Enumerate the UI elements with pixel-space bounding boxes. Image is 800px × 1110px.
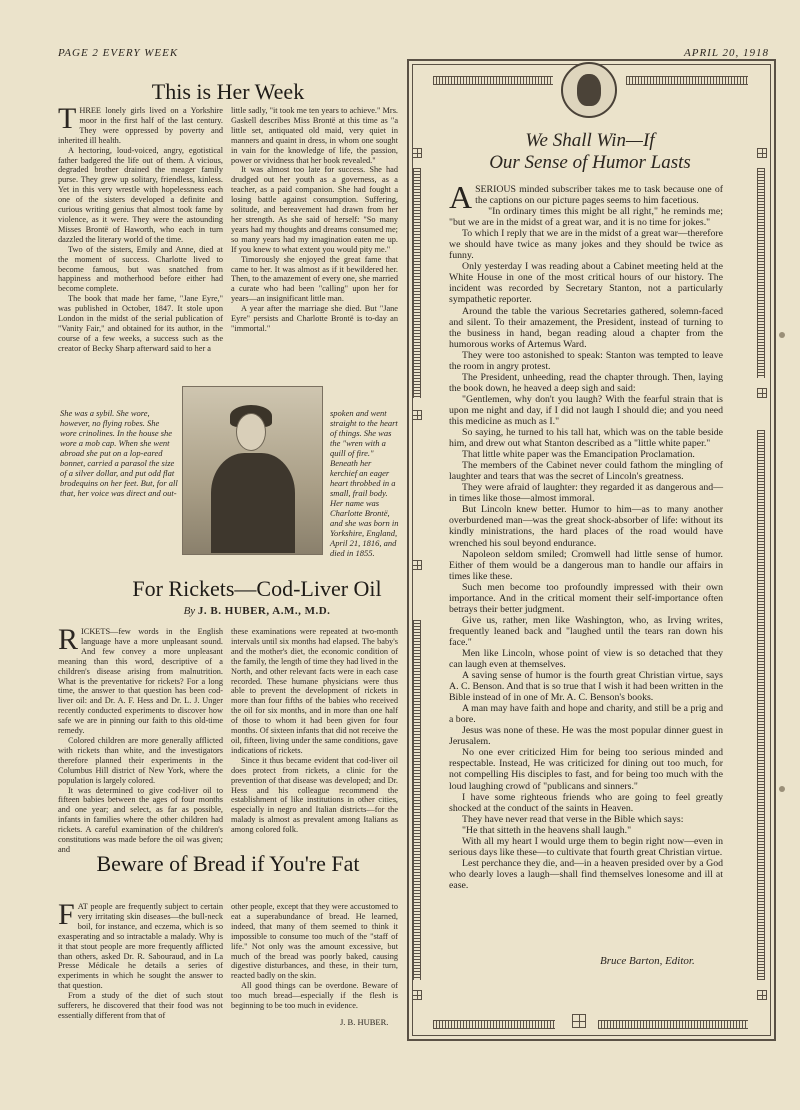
frame-band-left-lower bbox=[413, 620, 421, 980]
article2-byline: By J. B. HUBER, A.M., M.D. bbox=[183, 605, 331, 617]
article2-column1: RICKETS—few words in the English language have a more unpleasant sound. And few convey a more unpleasant meaning than this word, descriptive of a children's disease arising from malnutrition. What is the preventative for rickets? For a long time, the answer to that question has been cod-liver oil: and Dr. A. F. Hess and Dr. L. J. Unger recently conducted experiments to discover how safe we are in pinning our faith to this old-time remedy. Colored children are more generally afflicted with rickets than white, and the investigators therefore planned their experiments in the Columbus Hill district of New York, where the population is largely colored. It was determined to give cod-liver oil to fifteen babies between the ages of four months and one year; and select, as far as possible, infants in families where the other children had rickets. A careful examination of the children's constitutions was made before the oil was given; and bbox=[58, 623, 223, 854]
frame-ornament bbox=[412, 560, 422, 570]
article-title-bread: Beware of Bread if You're Fat bbox=[96, 851, 360, 876]
frame-band-left-upper bbox=[413, 168, 421, 398]
binding-hole bbox=[779, 786, 785, 792]
drop-cap: F bbox=[58, 898, 75, 931]
editorial-title-line1: We Shall Win—If bbox=[525, 130, 655, 151]
article1-column2: little sadly, "it took me ten years to achieve." Mrs. Gaskell describes Miss Brontë at this time as "a little set, antiquated old maid, very quiet in manners and quaint in dress, in whom one sought in vain for the knowledge of life, the passion, power or vividness that her book revealed." It was almost too late for success. She had drudged out her youth as a governess, as a teacher, as a paid companion. She had fought a losing battle against consumption. Suffering, solitude, and bereavement had drawn from her her strength. As she said of herself: "So many years had my thoughts and dreams consumed me; so many years had my imagination eaten me up. If you knew to what extent you would pity me." Timorously she enjoyed the great fame that came to her. It was almost as if it bewildered her. Then, to the amazement of every one, she married a curate who had been "calling" upon her for years—an insignificant little man. A year after the marriage she died. But "Jane Eyre" persists and Charlotte Brontë is to-day an "immortal." bbox=[231, 106, 398, 333]
article-title-her-week: This is Her Week bbox=[151, 79, 305, 104]
frame-ornament bbox=[572, 1014, 586, 1028]
drop-cap: A bbox=[449, 179, 473, 215]
frame-band-right-lower bbox=[757, 430, 765, 980]
article3-column1: FAT people are frequently subject to certain very irritating skin diseases—the bull-neck boil, for instance, and eczema, which is so exasperating and so intractable a malady. Why is it that stout people are more frequently afflicted than others, asked Dr. R. Sabouraud, and in La Presse Médicale he details a series of experiments in which he sought the answer to that question. From a study of the diet of such stout sufferers, he discovered that their food was not essentially different from that of bbox=[58, 898, 223, 1020]
binding-hole bbox=[779, 332, 785, 338]
article2-column2: these examinations were repeated at two-month intervals until six months had elapsed. The baby's and the mother's diet, the economic condition of the family, the length of time they had lived in the North, and other relevant facts were in each case recorded. These humane physicians were thus able to prevent the development of rickets in more than four fifths of the babies who received the oil for six months, and in more than one half of those to whom it had been given for four months. Of sixteen infants that did not receive the oil, fifteen, living under the same conditions, gave indications of rickets. Since it thus became evident that cod-liver oil does protect from rickets, a clinic for the prevention of that disease was developed; and Dr. Hess and his colleague recommend the establishment of like institutions in other cities, especially in negro and Italian districts—for the malady is almost as prevalent among Italians as among colored folk. bbox=[231, 627, 398, 835]
frame-band-right-upper bbox=[757, 168, 765, 378]
lincoln-medallion bbox=[561, 62, 617, 118]
drop-cap: T bbox=[58, 102, 77, 135]
editorial-body: ASERIOUS minded subscriber takes me to task because one of the captions on our picture pages seems to him facetious. "In ordinary times this might be all right," he reminds me; "but we are in the midst of a great war, and it is no time for jokes." To which I reply that we are in the midst of a great war—therefore we should have twice as many jokes and they should be twice as funny. Only yesterday I was reading about a Cabinet meeting held at the White House in one of the most critical hours of our history. The incident was recorded by Secretary Stanton, not a particularly sympathetic reporter. Around the table the various Secretaries gathered, solemn-faced and silent. To their amazement, the President, instead of turning to the business in hand, began reading aloud a chapter from the humorous works of Artemus Ward. They were too astonished to speak: Stanton was tempted to leave the room in angry protest. The President, unheeding, read the chapter through. Then, laying the book down, he heaved a deep sigh and said: "Gentlemen, why don't you laugh? With the fearful strain that is upon me night and day, if I did not laugh I should die; and you need this medicine as much as I." So saying, he turned to his tall hat, which was on the table beside him, and drew out what Stanton described as a "little white paper." That little white paper was the Emancipation Proclamation. The members of the Cabinet never could fathom the mingling of laughter and tears that was the secret of Lincoln's greatness. They were afraid of laughter: they regarded it as dangerous and—in times like those—almost immoral. But Lincoln knew better. Humor to him—as to many another overburdened man—was the great shock-absorber of life: without its kindly ministrations, the hard places of the road would have wrenched his soul beyond endurance. Napoleon seldom smiled; Cromwell had little sense of humor. Either of them would be a dangerous man to handle our affairs in times like these. Such men become too profoundly impressed with their own importance. And in the critical moment their self-importance often betrays their better judgment. Give us, rather, men like Washington, who, as Irving writes, frequently leaned back and "laughed until the tears ran down his face." Men like Lincoln, whose point of view is so detached that they can laugh even at themselves. A saving sense of humor is the fourth great Christian virtue, says A. C. Benson. And that is so true that I wish it had been written in the Bible instead of in one of Mr. A. C. Benson's books. A man may have faith and hope and charity, and still be a prig and a bore. Jesus was none of these. He was the most popular dinner guest in Jerusalem. No one ever criticized Him for being too serious minded and respectable. Instead, He was criticized for dining out too much, for not compelling His disciples to fast, and for being too much with the loud laughing crowd of "publicans and sinners." I have some righteous friends who are going to feel greatly shocked at the conduct of the saints in Heaven. They have never read that verse in the Bible which says: "He that sitteth in the heavens shall laugh." With all my heart I would urge them to begin right now—even in serious days like these—to cultivate that fourth great Christian virtue. Lest perchance they die, and—in a heaven presided over by a God who dearly loves a laugh—shall find themselves lonesome and ill at ease. bbox=[449, 179, 723, 891]
article3-column2: other people, except that they were accustomed to eat a superabundance of bread. He learned, indeed, that many of them seemed to think it impossible to consume too much of the "staff of life." Not only was the amount excessive, but much of the bread was poorly baked, causing digestive disturbances, and these, in their turn, reacted badly on the skin. All good things can be overdone. Beware of too much bread—especially if the flesh is beginning to be too much in evidence. bbox=[231, 902, 398, 1011]
article3-signature: J. B. HUBER. bbox=[340, 1017, 389, 1027]
frame-ornament bbox=[757, 990, 767, 1000]
frame-band-top-left bbox=[433, 76, 553, 85]
frame-ornament bbox=[412, 410, 422, 420]
editorial-signature: Bruce Barton, Editor. bbox=[600, 955, 695, 967]
article1-column1: THREE lonely girls lived on a Yorkshire moor in the first half of the last century. They were oppressed by poverty and inherited ill health. A hectoring, loud-voiced, angry, egotistical father badgered the life out of them. A vicious, degraded brother drained the meager family purse. They grew up solitary, friendless, kinless. Yet in this very wrestle with hopelessness each one of the sisters developed a definite and curious writing genius that almost took fame by violence, as it were. They were the astounding Misses Brontë of Haworth, who each in turn dazzled the literary world of the time. Two of the sisters, Emily and Anne, died at the moment of success. Charlotte lived to become famous, but was snatched from happiness and motherhood before either had become complete. The book that made her fame, "Jane Eyre," was published in October, 1847. It stole upon London in the midst of the serial publication of "Vanity Fair," and obtained for its author, in the course of a few weeks, a success such as the creator of Becky Sharp afterward said to her a bbox=[58, 102, 223, 353]
frame-band-bottom-right bbox=[598, 1020, 748, 1029]
drop-cap: R bbox=[58, 623, 79, 656]
portrait-caption-right: spoken and went straight to the heart of things. She was the "wren with a quill of fire." Beneath her kerchief an eager heart throbbed in a small, frail body. Her name was Charlotte Brontë, and she was born in Yorkshire, England, April 21, 1816, and died in 1855. bbox=[330, 408, 399, 558]
editorial-title-line2: Our Sense of Humor Lasts bbox=[489, 152, 691, 173]
article-title-rickets: For Rickets—Cod-Liver Oil bbox=[132, 576, 382, 601]
frame-ornament bbox=[412, 990, 422, 1000]
portrait-caption-left: She was a sybil. She wore, however, no flying robes. She wore crinolines. In the house she wore a mob cap. When she went abroad she put on a lop-eared bonnet, carried a parasol the size of a silver dollar, and put odd flat brodequins on her feet. But, for all that, her voice was direct and out- bbox=[60, 408, 178, 498]
page-header-left: PAGE 2 EVERY WEEK bbox=[58, 47, 179, 59]
page-header-right: APRIL 20, 1918 bbox=[684, 47, 769, 59]
frame-ornament bbox=[757, 388, 767, 398]
frame-band-bottom-left bbox=[433, 1020, 555, 1029]
frame-band-top-right bbox=[626, 76, 748, 85]
charlotte-bronte-portrait bbox=[182, 386, 323, 555]
